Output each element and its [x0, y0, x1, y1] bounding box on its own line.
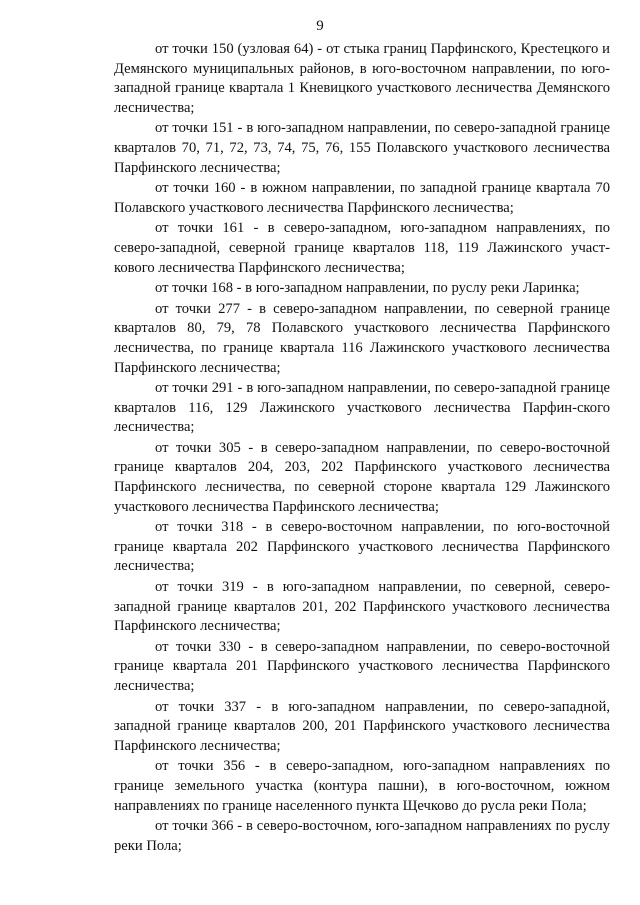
paragraph-point-337: от точки 337 - в юго-западном направлении, по северо-западной, западной границе кварталов 200, 201 Парфинского участкового лесничества Парфинского лесничества; — [114, 698, 610, 754]
paragraph-point-330: от точки 330 - в северо-западном направлении, по северо-восточной границе квартала 201 Парфинского участкового лесничества Парфинского лесничества; — [114, 638, 610, 694]
paragraph-point-160: от точки 160 - в южном направлении, по западной границе квартала 70 Полавского участкового лесничества Парфинского лесничества; — [114, 180, 610, 216]
paragraph-point-305: от точки 305 - в северо-западном направлении, по северо-восточной границе кварталов 204, 203, 202 Парфинского участкового лесничества Парфинского лесничества, по северной стороне квартала 129 Лажинского участкового лесничества Парфинского лесничества; — [114, 439, 610, 515]
paragraph-point-318: от точки 318 - в северо-восточном направлении, по юго-восточной границе квартала 202 Парфинского участкового лесничества Парфинского лесничества; — [114, 519, 610, 575]
paragraph-point-161: от точки 161 - в северо-западном, юго-западном направлениях, по северо-западной, северной границе кварталов 118, 119 Лажинского участ-кового лесничества Парфинского лесничества; — [114, 220, 610, 276]
page-number: 9 — [316, 18, 324, 34]
paragraph-point-150: от точки 150 (узловая 64) - от стыка границ Парфинского, Крестецкого и Демянского муниципальных районов, в юго-восточном направлении, по юго-западной границе квартала 1 Кневицкого участкового лесничества Демянского лесничества; — [114, 41, 610, 116]
paragraph-point-151: от точки 151 - в юго-западном направлении, по северо-западной границе кварталов 70, 71, 72, 73, 74, 75, 76, 155 Полавского участкового лесничества Парфинского лесничества; — [114, 120, 610, 176]
paragraph-point-356: от точки 356 - в северо-западном, юго-западном направлениях по границе земельного участка (контура пашни), в юго-восточном, южном направлениях по границе населенного пункта Щечково до русла реки Пола; — [114, 758, 610, 814]
paragraph-point-168: от точки 168 - в юго-западном направлении, по руслу реки Ларинка; — [155, 280, 580, 297]
paragraph-point-277: от точки 277 - в северо-западном направлении, по северной границе кварталов 80, 79, 78 Полавского участкового лесничества Парфинского лесничества, по границе квартала 116 Лажинского участкового лесничества Парфинского лесничества; — [114, 300, 610, 376]
paragraph-point-291: от точки 291 - в юго-западном направлении, по северо-западной границе кварталов 116, 129 Лажинского участкового лесничества Парфин-ского лесничества; — [114, 380, 610, 436]
paragraph-point-366: от точки 366 - в северо-восточном, юго-западном направлениях по руслу реки Пола; — [114, 818, 610, 854]
paragraph-point-319: от точки 319 - в юго-западном направлении, по северной, северо-западной границе кварталов 201, 202 Парфинского участкового лесничества Парфинского лесничества; — [114, 579, 610, 635]
document-body — [114, 40, 610, 856]
